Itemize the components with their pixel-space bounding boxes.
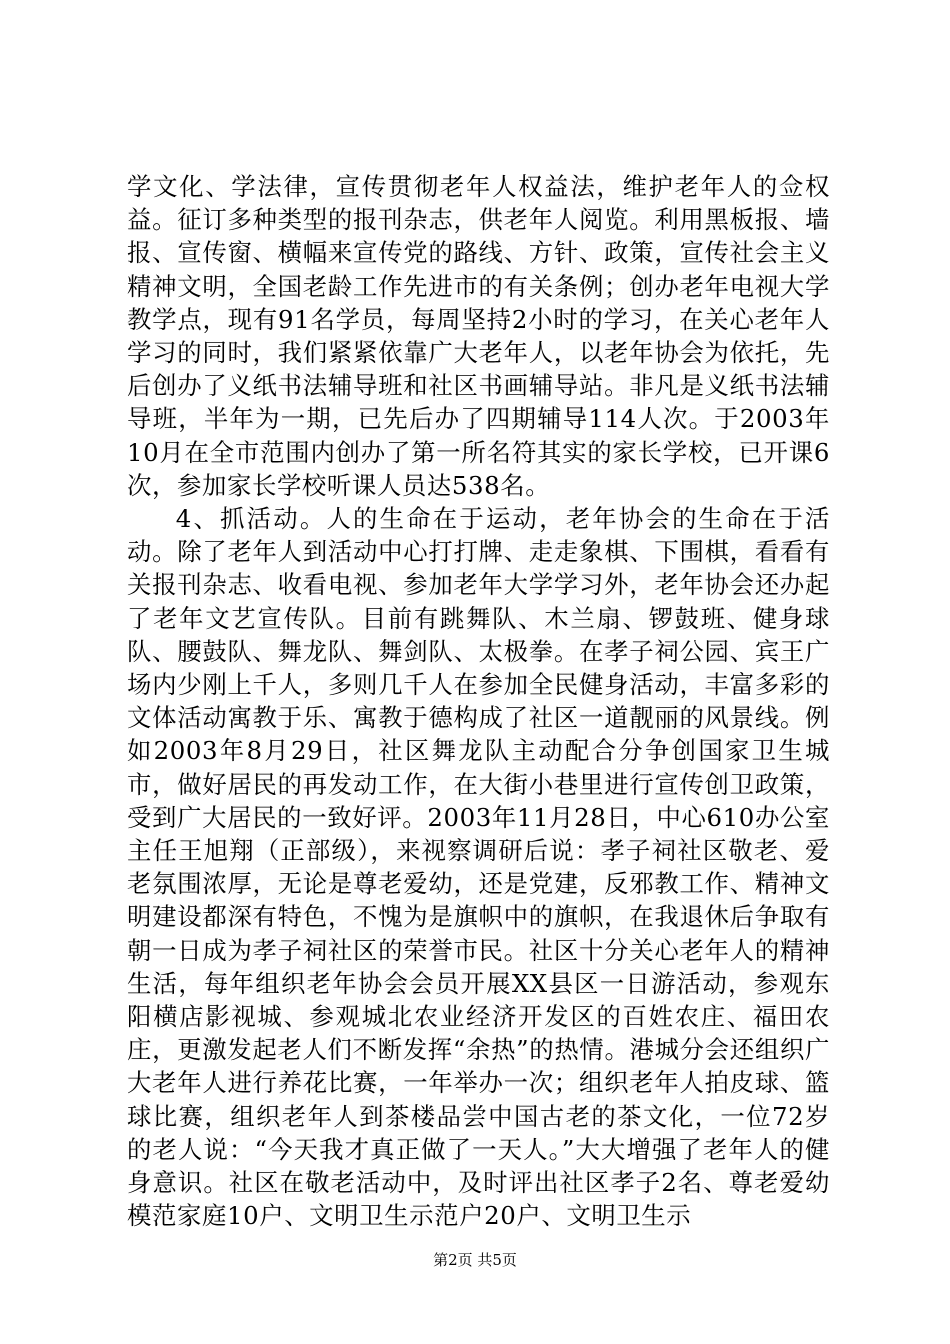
body-text	[127, 170, 830, 1233]
paragraph-activities: 4、抓活动。人的生命在于运动，老年协会的生命在于活动。除了老年人到活动中心打打牌、走走象棋、下围棋，看看有关报刊杂志、收看电视、参加老年大学学习外，老年协会还办起了老年文艺宣传队。目前有跳舞队、木兰扇、锣鼓班、健身球队、腰鼓队、舞龙队、舞剑队、太极拳。在孝子祠公园、宾王广场内少刚上千人，多则几千人在参加全民健身活动，丰富多彩的文体活动寓教于乐、寓教于德构成了社区一道靓丽的风景线。例如2003年8月29日，社区舞龙队主动配合分争创国家卫生城市，做好居民的再发动工作，在大街小巷里进行宣传创卫政策，受到广大居民的一致好评。2003年11月28日，中心610办公室主任王旭翔（正部级），来视察调研后说：孝子祠社区敬老、爱老氛围浓厚，无论是尊老爱幼，还是党建，反邪教工作、精神文明建设都深有特色，不愧为是旗帜中的旗帜，在我退休后争取有朝一日成为孝子祠社区的荣誉市民。社区十分关心老年人的精神生活，每年组织老年协会会员开展XX县区一日游活动，参观东阳横店影视城、参观城北农业经济开发区的百姓农庄、福田农庄，更激发起老人们不断发挥“余热”的热情。港城分会还组织广大老年人进行养花比赛，一年举办一次；组织老年人拍皮球、篮球比赛，组织老年人到茶楼品尝中国古老的茶文化，一位72岁的老人说：“今天我才真正做了一天人。”大大增强了老年人的健身意识。社区在敬老活动中，及时评出社区孝子2名、尊老爱幼模范家庭10户、文明卫生示范户20户、文明卫生示	[127, 504, 830, 1231]
paragraph-continuation: 学文化、学法律，宣传贯彻老年人权益法，维护老年人的佥权益。征订多种类型的报刊杂志，供老年人阅览。利用黑板报、墙报、宣传窗、横幅来宣传党的路线、方针、政策，宣传社会主义精神文明，全国老龄工作先进市的有关条例；创办老年电视大学教学点，现有91名学员，每周坚持2小时的学习，在关心老年人学习的同时，我们紧紧依靠广大老年人，以老年协会为依托，先后创办了义纸书法辅导班和社区书画辅导站。非凡是义纸书法辅导班，半年为一期，已先后办了四期辅导114人次。于2003年10月在全市范围内创办了第一所名符其实的家长学校，已开课6次，参加家长学校听课人员达538名。	[127, 172, 830, 500]
page-footer: 第2页 共5页	[433, 1251, 517, 1269]
